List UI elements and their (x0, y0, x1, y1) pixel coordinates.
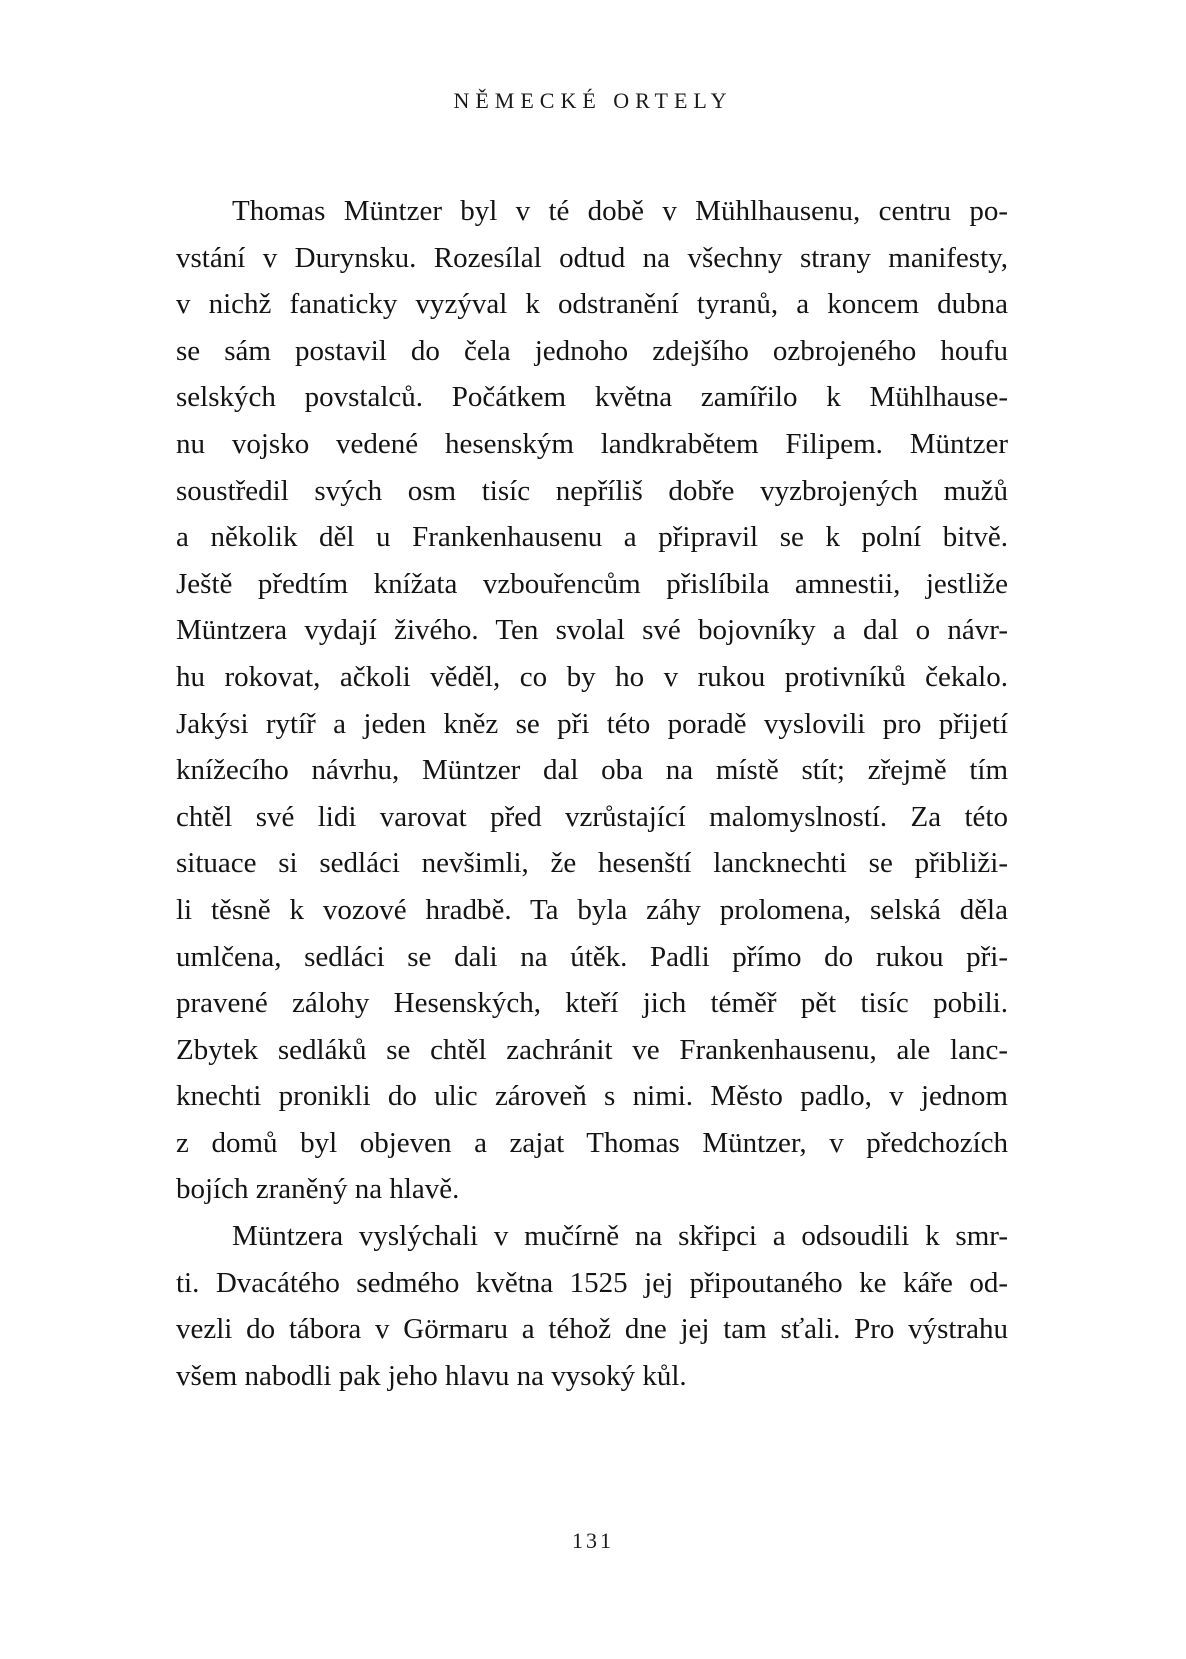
text-line: nu vojsko vedené hesenským landkrabětem Filipem. Müntzer (176, 427, 1008, 460)
text-line: z domů byl objeven a zajat Thomas Müntzer, v předchozích (176, 1126, 1008, 1159)
text-line: Müntzera vydají živého. Ten svolal své bojovníky a dal o návr- (176, 614, 1008, 647)
text-line: hu rokovat, ačkoli věděl, co by ho v rukou protivníků čekalo. (176, 660, 1008, 693)
running-head: NĚMECKÉ ORTELY (453, 88, 733, 113)
text-line: Jakýsi rytíř a jeden kněz se při této poradě vyslovili pro přijetí (176, 707, 1008, 740)
text-line: Müntzera vyslýchali v mučírně na skřipci a odsoudili k smr- (232, 1220, 1008, 1253)
text-line: Ještě předtím knížata vzbouřencům přislíbila amnestii, jestliže (176, 567, 1008, 600)
body-text (176, 188, 1008, 1399)
text-line: vezli do tábora v Görmaru a téhož dne jej tam sťali. Pro výstrahu (176, 1313, 1008, 1346)
text-line: Thomas Müntzer byl v té době v Mühlhausenu, centru po- (232, 195, 1008, 227)
text-line: knížecího návrhu, Müntzer dal oba na místě stít; zřejmě tím (176, 754, 1008, 787)
text-line: soustředil svých osm tisíc nepříliš dobře vyzbrojených mužů (176, 474, 1008, 507)
text-line: situace si sedláci nevšimli, že hesenští lancknechti se přibliži- (176, 847, 1008, 880)
text-line: a několik děl u Frankenhausenu a připravil se k polní bitvě. (176, 521, 1008, 554)
text-line: knechti pronikli do ulic zároveň s nimi. Město padlo, v jednom (176, 1080, 1008, 1113)
paragraph-2 (176, 1213, 1008, 1399)
text-line: li těsně k vozové hradbě. Ta byla záhy prolomena, selská děla (176, 893, 1008, 926)
text-line: pravené zálohy Hesenských, kteří jich téměř pět tisíc pobili. (176, 987, 1008, 1020)
text-line: bojích zraněný na hlavě. (176, 1173, 460, 1206)
text-line: selských povstalců. Počátkem května zamířilo k Mühlhause- (176, 381, 1008, 414)
text-line: vstání v Durynsku. Rozesílal odtud na všechny strany manifesty, (176, 241, 1008, 274)
text-line: všem nabodli pak jeho hlavu na vysoký kůl. (176, 1359, 687, 1392)
text-line: ti. Dvacátého sedmého května 1525 jej připoutaného ke káře od- (176, 1266, 1008, 1299)
page-number: 131 (572, 1528, 614, 1553)
text-line: se sám postavil do čela jednoho zdejšího ozbrojeného houfu (176, 334, 1008, 367)
text-line: umlčena, sedláci se dali na útěk. Padli přímo do rukou při- (176, 940, 1008, 973)
text-line: v nichž fanaticky vyzýval k odstranění tyranů, a koncem dubna (176, 288, 1008, 321)
text-line: chtěl své lidi varovat před vzrůstající malomyslností. Za této (176, 800, 1008, 833)
paragraph-1 (176, 188, 1008, 1213)
text-line: Zbytek sedláků se chtěl zachránit ve Frankenhausenu, ale lanc- (176, 1033, 1008, 1066)
